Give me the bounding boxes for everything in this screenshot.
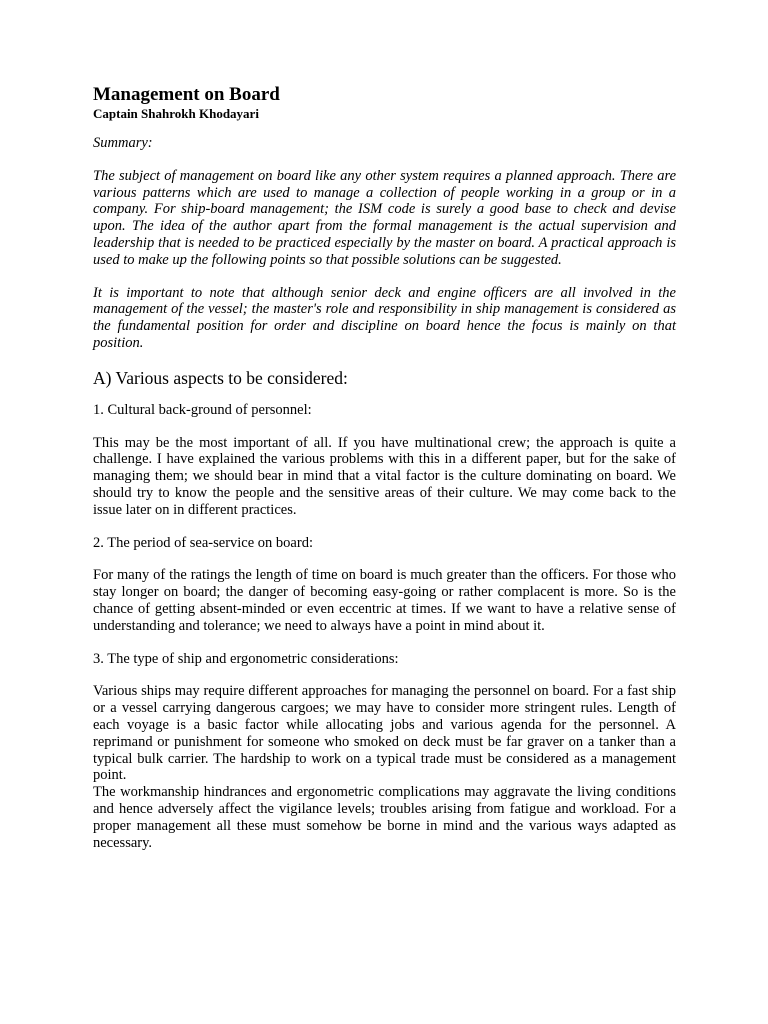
body-paragraph: For many of the ratings the length of time on board is much greater than the officers. For those who stay longer on board; the danger of becoming easy-going or rather complacent is more. So is the chance of getting absent-minded or even eccentric at times. If we want to have a relative sense of understanding and tolerance; we need to always have a point in mind about it. <box>93 567 676 634</box>
document-author: Captain Shahrokh Khodayari <box>93 106 259 121</box>
document-title: Management on Board <box>93 84 280 105</box>
point-heading: 1. Cultural back-ground of personnel: <box>93 401 312 418</box>
body-paragraph: Various ships may require different approaches for managing the personnel on board. For a fast ship or a vessel carrying dangerous cargoes; we may have to consider more stringent rules. Length of each voyage is a basic factor while allocating jobs and various agenda for the personnel. A reprimand or punishment for someone who smoked on deck must be far graver on a tanker than a typical bulk carrier. The hardship to work on a typical trade must be considered as a management point. <box>93 683 676 784</box>
body-paragraph: This may be the most important of all. If you have multinational crew; the approach is quite a challenge. I have explained the various problems with this in a different paper, but for the sake of managing them; we should bear in mind that a vital factor is the culture dominating on board. We should try to know the people and the sensitive areas of their culture. We may come back to the issue later on in different practices. <box>93 434 676 518</box>
document-page <box>93 84 676 867</box>
body-paragraph: The workmanship hindrances and ergonometric complications may aggravate the living conditions and hence adversely affect the vigilance levels; troubles arising from fatigue and workload. For a proper management all these must somehow be borne in mind and the various ways adapted as necessary. <box>93 784 676 851</box>
point-heading: 2. The period of sea-service on board: <box>93 534 313 551</box>
summary-label: Summary: <box>93 135 153 151</box>
point-heading: 3. The type of ship and ergonometric considerations: <box>93 650 399 667</box>
section-heading: A) Various aspects to be considered: <box>93 367 348 388</box>
summary-paragraph: It is important to note that although senior deck and engine officers are all involved in the management of the vessel; the master's role and responsibility in ship management is considered as the fundamental position for order and discipline on board hence the focus is mainly on that position. <box>93 284 676 351</box>
summary-paragraph: The subject of management on board like any other system requires a planned approach. There are various patterns which are used to manage a collection of people working in a group or in a company. For ship-board management; the ISM code is surely a good base to check and devise upon. The idea of the author apart from the formal management is the actual supervision and leadership that is needed to be practiced especially by the master on board. A practical approach is used to make up the following points so that possible solutions can be suggested. <box>93 167 676 268</box>
